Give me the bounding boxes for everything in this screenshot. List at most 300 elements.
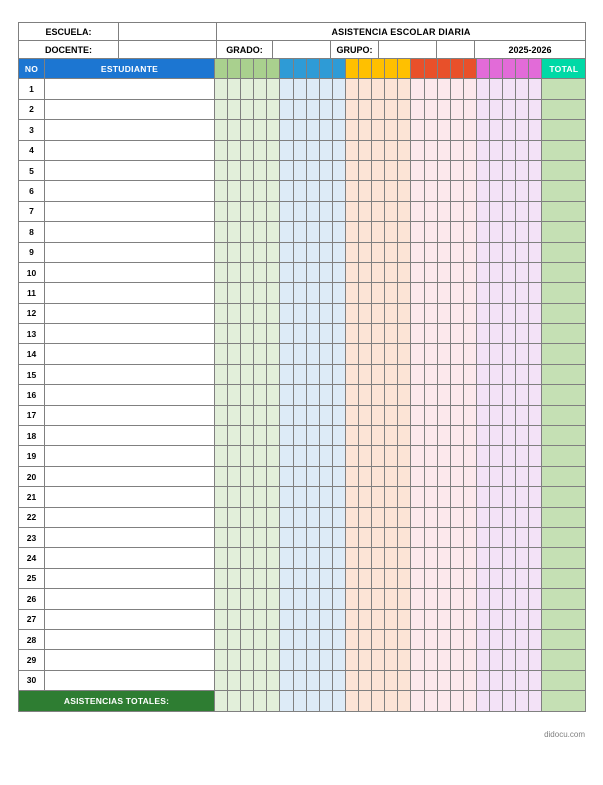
attendance-cell[interactable] <box>345 222 358 242</box>
attendance-cell[interactable] <box>241 283 254 303</box>
attendance-cell[interactable] <box>215 120 228 140</box>
attendance-cell[interactable] <box>372 446 385 466</box>
row-total-cell[interactable] <box>542 262 586 282</box>
attendance-cell[interactable] <box>293 242 306 262</box>
attendance-cell[interactable] <box>241 324 254 344</box>
attendance-cell[interactable] <box>411 262 424 282</box>
attendance-cell[interactable] <box>228 140 241 160</box>
totals-day-cell[interactable] <box>529 691 542 711</box>
attendance-cell[interactable] <box>359 426 372 446</box>
attendance-cell[interactable] <box>254 650 267 670</box>
attendance-cell[interactable] <box>398 242 411 262</box>
attendance-cell[interactable] <box>228 222 241 242</box>
attendance-cell[interactable] <box>398 324 411 344</box>
attendance-cell[interactable] <box>319 120 332 140</box>
totals-day-cell[interactable] <box>345 691 358 711</box>
attendance-cell[interactable] <box>398 650 411 670</box>
attendance-cell[interactable] <box>306 589 319 609</box>
attendance-cell[interactable] <box>215 568 228 588</box>
student-name-cell[interactable] <box>45 242 215 262</box>
attendance-cell[interactable] <box>280 548 293 568</box>
attendance-cell[interactable] <box>254 446 267 466</box>
attendance-cell[interactable] <box>463 324 476 344</box>
attendance-cell[interactable] <box>411 120 424 140</box>
totals-day-cell[interactable] <box>319 691 332 711</box>
attendance-cell[interactable] <box>332 79 345 99</box>
attendance-cell[interactable] <box>345 385 358 405</box>
col-header-day[interactable] <box>398 59 411 79</box>
attendance-cell[interactable] <box>424 79 437 99</box>
attendance-cell[interactable] <box>424 426 437 446</box>
attendance-cell[interactable] <box>529 99 542 119</box>
attendance-cell[interactable] <box>463 527 476 547</box>
attendance-cell[interactable] <box>411 487 424 507</box>
attendance-cell[interactable] <box>516 344 529 364</box>
attendance-cell[interactable] <box>489 589 502 609</box>
attendance-cell[interactable] <box>503 222 516 242</box>
attendance-cell[interactable] <box>503 99 516 119</box>
attendance-cell[interactable] <box>385 222 398 242</box>
attendance-cell[interactable] <box>424 344 437 364</box>
student-name-cell[interactable] <box>45 385 215 405</box>
attendance-cell[interactable] <box>215 79 228 99</box>
attendance-cell[interactable] <box>463 507 476 527</box>
student-name-cell[interactable] <box>45 222 215 242</box>
attendance-cell[interactable] <box>437 527 450 547</box>
student-name-cell[interactable] <box>45 405 215 425</box>
attendance-cell[interactable] <box>503 405 516 425</box>
attendance-cell[interactable] <box>385 242 398 262</box>
attendance-cell[interactable] <box>319 201 332 221</box>
attendance-cell[interactable] <box>489 466 502 486</box>
attendance-cell[interactable] <box>280 446 293 466</box>
attendance-cell[interactable] <box>411 629 424 649</box>
attendance-cell[interactable] <box>450 629 463 649</box>
attendance-cell[interactable] <box>385 507 398 527</box>
attendance-cell[interactable] <box>529 426 542 446</box>
attendance-cell[interactable] <box>332 466 345 486</box>
attendance-cell[interactable] <box>489 609 502 629</box>
attendance-cell[interactable] <box>359 262 372 282</box>
totals-day-cell[interactable] <box>450 691 463 711</box>
attendance-cell[interactable] <box>215 487 228 507</box>
totals-day-cell[interactable] <box>489 691 502 711</box>
totals-day-cell[interactable] <box>424 691 437 711</box>
attendance-cell[interactable] <box>241 344 254 364</box>
col-header-day[interactable] <box>489 59 502 79</box>
attendance-cell[interactable] <box>385 283 398 303</box>
attendance-cell[interactable] <box>437 283 450 303</box>
attendance-cell[interactable] <box>267 99 280 119</box>
attendance-cell[interactable] <box>411 140 424 160</box>
attendance-cell[interactable] <box>489 446 502 466</box>
attendance-cell[interactable] <box>437 324 450 344</box>
attendance-cell[interactable] <box>450 242 463 262</box>
attendance-cell[interactable] <box>411 99 424 119</box>
totals-day-cell[interactable] <box>254 691 267 711</box>
attendance-cell[interactable] <box>424 303 437 323</box>
attendance-cell[interactable] <box>529 120 542 140</box>
attendance-cell[interactable] <box>398 670 411 690</box>
attendance-cell[interactable] <box>529 201 542 221</box>
attendance-cell[interactable] <box>228 548 241 568</box>
attendance-cell[interactable] <box>516 364 529 384</box>
attendance-cell[interactable] <box>215 405 228 425</box>
attendance-cell[interactable] <box>215 242 228 262</box>
attendance-cell[interactable] <box>463 548 476 568</box>
col-header-day[interactable] <box>385 59 398 79</box>
attendance-cell[interactable] <box>215 181 228 201</box>
attendance-cell[interactable] <box>215 466 228 486</box>
attendance-cell[interactable] <box>293 405 306 425</box>
attendance-cell[interactable] <box>489 222 502 242</box>
attendance-cell[interactable] <box>529 507 542 527</box>
col-header-day[interactable] <box>450 59 463 79</box>
attendance-cell[interactable] <box>516 385 529 405</box>
row-total-cell[interactable] <box>542 466 586 486</box>
totals-day-cell[interactable] <box>241 691 254 711</box>
row-total-cell[interactable] <box>542 629 586 649</box>
col-header-day[interactable] <box>345 59 358 79</box>
attendance-cell[interactable] <box>385 589 398 609</box>
attendance-cell[interactable] <box>489 242 502 262</box>
attendance-cell[interactable] <box>463 589 476 609</box>
attendance-cell[interactable] <box>228 609 241 629</box>
attendance-cell[interactable] <box>476 222 489 242</box>
attendance-cell[interactable] <box>332 140 345 160</box>
attendance-cell[interactable] <box>228 262 241 282</box>
attendance-cell[interactable] <box>215 99 228 119</box>
attendance-cell[interactable] <box>411 242 424 262</box>
attendance-cell[interactable] <box>476 650 489 670</box>
attendance-cell[interactable] <box>293 344 306 364</box>
attendance-cell[interactable] <box>463 222 476 242</box>
attendance-cell[interactable] <box>319 262 332 282</box>
attendance-cell[interactable] <box>241 589 254 609</box>
attendance-cell[interactable] <box>385 487 398 507</box>
attendance-cell[interactable] <box>463 262 476 282</box>
student-name-cell[interactable] <box>45 303 215 323</box>
attendance-cell[interactable] <box>345 405 358 425</box>
attendance-cell[interactable] <box>254 426 267 446</box>
attendance-cell[interactable] <box>293 670 306 690</box>
attendance-cell[interactable] <box>215 527 228 547</box>
attendance-cell[interactable] <box>306 385 319 405</box>
attendance-cell[interactable] <box>306 201 319 221</box>
attendance-cell[interactable] <box>306 446 319 466</box>
totals-day-cell[interactable] <box>215 691 228 711</box>
attendance-cell[interactable] <box>228 181 241 201</box>
attendance-cell[interactable] <box>450 283 463 303</box>
attendance-cell[interactable] <box>424 446 437 466</box>
col-header-day[interactable] <box>293 59 306 79</box>
attendance-cell[interactable] <box>228 507 241 527</box>
attendance-cell[interactable] <box>450 222 463 242</box>
attendance-cell[interactable] <box>254 589 267 609</box>
attendance-cell[interactable] <box>411 507 424 527</box>
attendance-cell[interactable] <box>450 670 463 690</box>
attendance-cell[interactable] <box>293 446 306 466</box>
attendance-cell[interactable] <box>254 568 267 588</box>
attendance-cell[interactable] <box>385 99 398 119</box>
attendance-cell[interactable] <box>463 242 476 262</box>
attendance-cell[interactable] <box>398 140 411 160</box>
attendance-cell[interactable] <box>332 181 345 201</box>
attendance-cell[interactable] <box>359 160 372 180</box>
attendance-cell[interactable] <box>385 629 398 649</box>
attendance-cell[interactable] <box>385 446 398 466</box>
attendance-cell[interactable] <box>345 344 358 364</box>
attendance-cell[interactable] <box>450 507 463 527</box>
attendance-cell[interactable] <box>215 262 228 282</box>
attendance-cell[interactable] <box>254 140 267 160</box>
row-total-cell[interactable] <box>542 242 586 262</box>
col-header-day[interactable] <box>215 59 228 79</box>
attendance-cell[interactable] <box>529 303 542 323</box>
attendance-cell[interactable] <box>293 99 306 119</box>
row-total-cell[interactable] <box>542 609 586 629</box>
attendance-cell[interactable] <box>267 568 280 588</box>
attendance-cell[interactable] <box>450 446 463 466</box>
attendance-cell[interactable] <box>398 99 411 119</box>
attendance-cell[interactable] <box>437 344 450 364</box>
attendance-cell[interactable] <box>215 222 228 242</box>
attendance-cell[interactable] <box>267 283 280 303</box>
attendance-cell[interactable] <box>489 160 502 180</box>
attendance-cell[interactable] <box>228 283 241 303</box>
attendance-cell[interactable] <box>359 405 372 425</box>
student-name-cell[interactable] <box>45 466 215 486</box>
attendance-cell[interactable] <box>280 629 293 649</box>
attendance-cell[interactable] <box>345 79 358 99</box>
attendance-cell[interactable] <box>345 650 358 670</box>
attendance-cell[interactable] <box>345 589 358 609</box>
attendance-cell[interactable] <box>332 589 345 609</box>
attendance-cell[interactable] <box>345 201 358 221</box>
attendance-cell[interactable] <box>280 466 293 486</box>
attendance-cell[interactable] <box>345 670 358 690</box>
attendance-cell[interactable] <box>332 609 345 629</box>
attendance-cell[interactable] <box>489 140 502 160</box>
attendance-cell[interactable] <box>476 507 489 527</box>
attendance-cell[interactable] <box>437 160 450 180</box>
attendance-cell[interactable] <box>424 568 437 588</box>
attendance-cell[interactable] <box>280 670 293 690</box>
attendance-cell[interactable] <box>516 426 529 446</box>
attendance-cell[interactable] <box>215 140 228 160</box>
row-total-cell[interactable] <box>542 364 586 384</box>
col-header-day[interactable] <box>516 59 529 79</box>
attendance-cell[interactable] <box>319 446 332 466</box>
attendance-cell[interactable] <box>306 466 319 486</box>
attendance-cell[interactable] <box>254 99 267 119</box>
attendance-cell[interactable] <box>450 99 463 119</box>
attendance-cell[interactable] <box>332 670 345 690</box>
col-header-day[interactable] <box>280 59 293 79</box>
student-name-cell[interactable] <box>45 99 215 119</box>
attendance-cell[interactable] <box>359 140 372 160</box>
attendance-cell[interactable] <box>359 242 372 262</box>
attendance-cell[interactable] <box>503 262 516 282</box>
attendance-cell[interactable] <box>267 405 280 425</box>
totals-day-cell[interactable] <box>293 691 306 711</box>
attendance-cell[interactable] <box>345 181 358 201</box>
attendance-cell[interactable] <box>437 629 450 649</box>
attendance-cell[interactable] <box>345 140 358 160</box>
student-name-cell[interactable] <box>45 548 215 568</box>
attendance-cell[interactable] <box>228 79 241 99</box>
col-header-day[interactable] <box>254 59 267 79</box>
attendance-cell[interactable] <box>345 120 358 140</box>
attendance-cell[interactable] <box>411 303 424 323</box>
attendance-cell[interactable] <box>411 548 424 568</box>
attendance-cell[interactable] <box>306 670 319 690</box>
attendance-cell[interactable] <box>437 99 450 119</box>
attendance-cell[interactable] <box>319 426 332 446</box>
attendance-cell[interactable] <box>411 466 424 486</box>
row-total-cell[interactable] <box>542 446 586 466</box>
attendance-cell[interactable] <box>254 527 267 547</box>
attendance-cell[interactable] <box>254 548 267 568</box>
attendance-cell[interactable] <box>503 609 516 629</box>
col-header-day[interactable] <box>463 59 476 79</box>
attendance-cell[interactable] <box>267 466 280 486</box>
attendance-cell[interactable] <box>267 120 280 140</box>
attendance-cell[interactable] <box>267 303 280 323</box>
attendance-cell[interactable] <box>424 548 437 568</box>
attendance-cell[interactable] <box>516 650 529 670</box>
attendance-cell[interactable] <box>529 222 542 242</box>
attendance-cell[interactable] <box>280 201 293 221</box>
attendance-cell[interactable] <box>215 650 228 670</box>
row-total-cell[interactable] <box>542 405 586 425</box>
attendance-cell[interactable] <box>332 405 345 425</box>
attendance-cell[interactable] <box>489 324 502 344</box>
attendance-cell[interactable] <box>228 364 241 384</box>
attendance-cell[interactable] <box>385 181 398 201</box>
attendance-cell[interactable] <box>398 222 411 242</box>
attendance-cell[interactable] <box>372 242 385 262</box>
attendance-cell[interactable] <box>529 487 542 507</box>
totals-day-cell[interactable] <box>280 691 293 711</box>
attendance-cell[interactable] <box>359 385 372 405</box>
student-name-cell[interactable] <box>45 446 215 466</box>
attendance-cell[interactable] <box>241 609 254 629</box>
attendance-cell[interactable] <box>516 262 529 282</box>
attendance-cell[interactable] <box>489 507 502 527</box>
attendance-cell[interactable] <box>267 262 280 282</box>
attendance-cell[interactable] <box>332 201 345 221</box>
attendance-cell[interactable] <box>385 262 398 282</box>
attendance-cell[interactable] <box>267 242 280 262</box>
attendance-cell[interactable] <box>345 548 358 568</box>
row-total-cell[interactable] <box>542 99 586 119</box>
attendance-cell[interactable] <box>345 446 358 466</box>
attendance-cell[interactable] <box>293 181 306 201</box>
attendance-cell[interactable] <box>476 589 489 609</box>
student-name-cell[interactable] <box>45 609 215 629</box>
attendance-cell[interactable] <box>306 629 319 649</box>
attendance-cell[interactable] <box>241 446 254 466</box>
attendance-cell[interactable] <box>450 262 463 282</box>
student-name-cell[interactable] <box>45 181 215 201</box>
attendance-cell[interactable] <box>476 405 489 425</box>
attendance-cell[interactable] <box>215 548 228 568</box>
attendance-cell[interactable] <box>424 670 437 690</box>
attendance-cell[interactable] <box>306 507 319 527</box>
attendance-cell[interactable] <box>372 426 385 446</box>
attendance-cell[interactable] <box>372 303 385 323</box>
attendance-cell[interactable] <box>450 527 463 547</box>
attendance-cell[interactable] <box>424 527 437 547</box>
attendance-cell[interactable] <box>267 222 280 242</box>
attendance-cell[interactable] <box>345 364 358 384</box>
attendance-cell[interactable] <box>463 629 476 649</box>
attendance-cell[interactable] <box>319 650 332 670</box>
attendance-cell[interactable] <box>424 466 437 486</box>
attendance-cell[interactable] <box>503 344 516 364</box>
attendance-cell[interactable] <box>463 385 476 405</box>
attendance-cell[interactable] <box>437 507 450 527</box>
attendance-cell[interactable] <box>372 160 385 180</box>
attendance-cell[interactable] <box>372 140 385 160</box>
attendance-cell[interactable] <box>450 344 463 364</box>
attendance-cell[interactable] <box>306 160 319 180</box>
attendance-cell[interactable] <box>306 650 319 670</box>
attendance-cell[interactable] <box>280 181 293 201</box>
attendance-cell[interactable] <box>280 364 293 384</box>
attendance-cell[interactable] <box>254 262 267 282</box>
attendance-cell[interactable] <box>437 181 450 201</box>
attendance-cell[interactable] <box>372 568 385 588</box>
attendance-cell[interactable] <box>476 446 489 466</box>
attendance-cell[interactable] <box>489 303 502 323</box>
attendance-cell[interactable] <box>476 466 489 486</box>
attendance-cell[interactable] <box>319 303 332 323</box>
attendance-cell[interactable] <box>241 629 254 649</box>
attendance-cell[interactable] <box>372 120 385 140</box>
attendance-cell[interactable] <box>267 650 280 670</box>
attendance-cell[interactable] <box>372 670 385 690</box>
attendance-cell[interactable] <box>293 609 306 629</box>
attendance-cell[interactable] <box>306 120 319 140</box>
attendance-cell[interactable] <box>372 466 385 486</box>
attendance-cell[interactable] <box>503 670 516 690</box>
attendance-cell[interactable] <box>450 487 463 507</box>
attendance-cell[interactable] <box>424 140 437 160</box>
col-header-day[interactable] <box>424 59 437 79</box>
attendance-cell[interactable] <box>306 548 319 568</box>
attendance-cell[interactable] <box>215 446 228 466</box>
attendance-cell[interactable] <box>345 283 358 303</box>
attendance-cell[interactable] <box>503 242 516 262</box>
attendance-cell[interactable] <box>241 650 254 670</box>
attendance-cell[interactable] <box>228 426 241 446</box>
attendance-cell[interactable] <box>319 344 332 364</box>
attendance-cell[interactable] <box>411 181 424 201</box>
attendance-cell[interactable] <box>503 507 516 527</box>
grado-value[interactable] <box>273 41 331 59</box>
attendance-cell[interactable] <box>516 160 529 180</box>
attendance-cell[interactable] <box>280 79 293 99</box>
attendance-cell[interactable] <box>254 242 267 262</box>
attendance-cell[interactable] <box>450 426 463 446</box>
row-total-cell[interactable] <box>542 650 586 670</box>
attendance-cell[interactable] <box>254 609 267 629</box>
attendance-cell[interactable] <box>215 609 228 629</box>
attendance-cell[interactable] <box>398 487 411 507</box>
attendance-cell[interactable] <box>476 262 489 282</box>
